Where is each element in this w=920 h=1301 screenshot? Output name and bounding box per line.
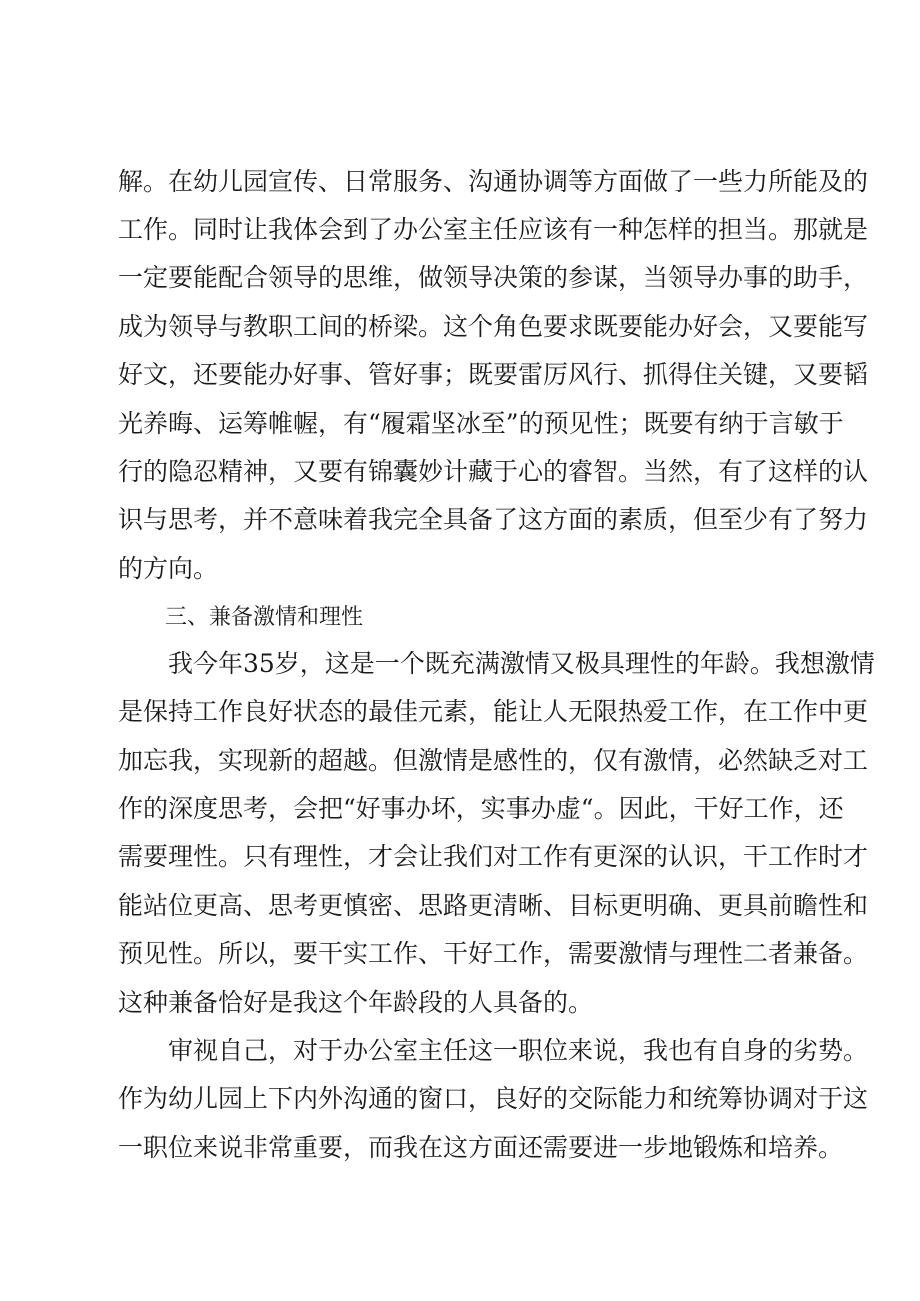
paragraph2-line: 预见性。所以，要干实工作、干好工作，需要激情与理性二者兼备。 — [118, 939, 869, 968]
paragraph3-line: 作为幼儿园上下内外沟通的窗口，良好的交际能力和统筹协调对于这 — [118, 1084, 869, 1113]
paragraph1-line: 一定要能配合领导的思维，做领导决策的参谋，当领导办事的助手， — [118, 263, 869, 292]
paragraph2-line: 能站位更高、思考更慎密、思路更清晰、目标更明确、更具前瞻性和 — [118, 891, 869, 920]
paragraph2-line: 作的深度思考，会把“好事办坏，实事办虚“。因此，干好工作，还 — [118, 794, 844, 823]
paragraph1-line: 识与思考，并不意味着我完全具备了这方面的素质，但至少有了努力 — [118, 505, 869, 534]
paragraph3-line: 审视自己，对于办公室主任这一职位来说，我也有自身的劣势。 — [168, 1036, 869, 1065]
paragraph2-line: 我今年35岁，这是一个既充满激情又极具理性的年龄。我想激情 — [168, 649, 875, 678]
paragraph1-line: 解。在幼儿园宣传、日常服务、沟通协调等方面做了一些力所能及的 — [118, 167, 869, 196]
paragraph2-line: 加忘我，实现新的超越。但激情是感性的，仅有激情，必然缺乏对工 — [118, 746, 869, 775]
paragraph2-line: 是保持工作良好状态的最佳元素，能让人无限热爱工作，在工作中更 — [118, 697, 869, 726]
paragraph1-line: 工作。同时让我体会到了办公室主任应该有一种怎样的担当。那就是 — [118, 215, 869, 244]
paragraph1-line: 的方向。 — [118, 554, 219, 583]
paragraph1-line: 行的隐忍精神，又要有锦囊妙计藏于心的睿智。当然，有了这样的认 — [118, 457, 869, 486]
paragraph2-line: 需要理性。只有理性，才会让我们对工作有更深的认识，干工作时才 — [118, 842, 869, 871]
section-heading: 三、兼备激情和理性 — [165, 605, 364, 630]
paragraph1-line: 成为领导与教职工间的桥梁。这个角色要求既要能办好会，又要能写 — [118, 312, 869, 341]
paragraph1-line: 好文，还要能办好事、管好事；既要雷厉风行、抓得住关键，又要韬 — [118, 360, 869, 389]
paragraph1-line: 光养晦、运筹帷幄，有“履霜坚冰至”的预见性；既要有纳于言敏于 — [118, 409, 844, 438]
paragraph3-line: 一职位来说非常重要，而我在这方面还需要进一步地锻炼和培养。 — [118, 1133, 844, 1162]
paragraph2-line: 这种兼备恰好是我这个年龄段的人具备的。 — [118, 988, 594, 1017]
